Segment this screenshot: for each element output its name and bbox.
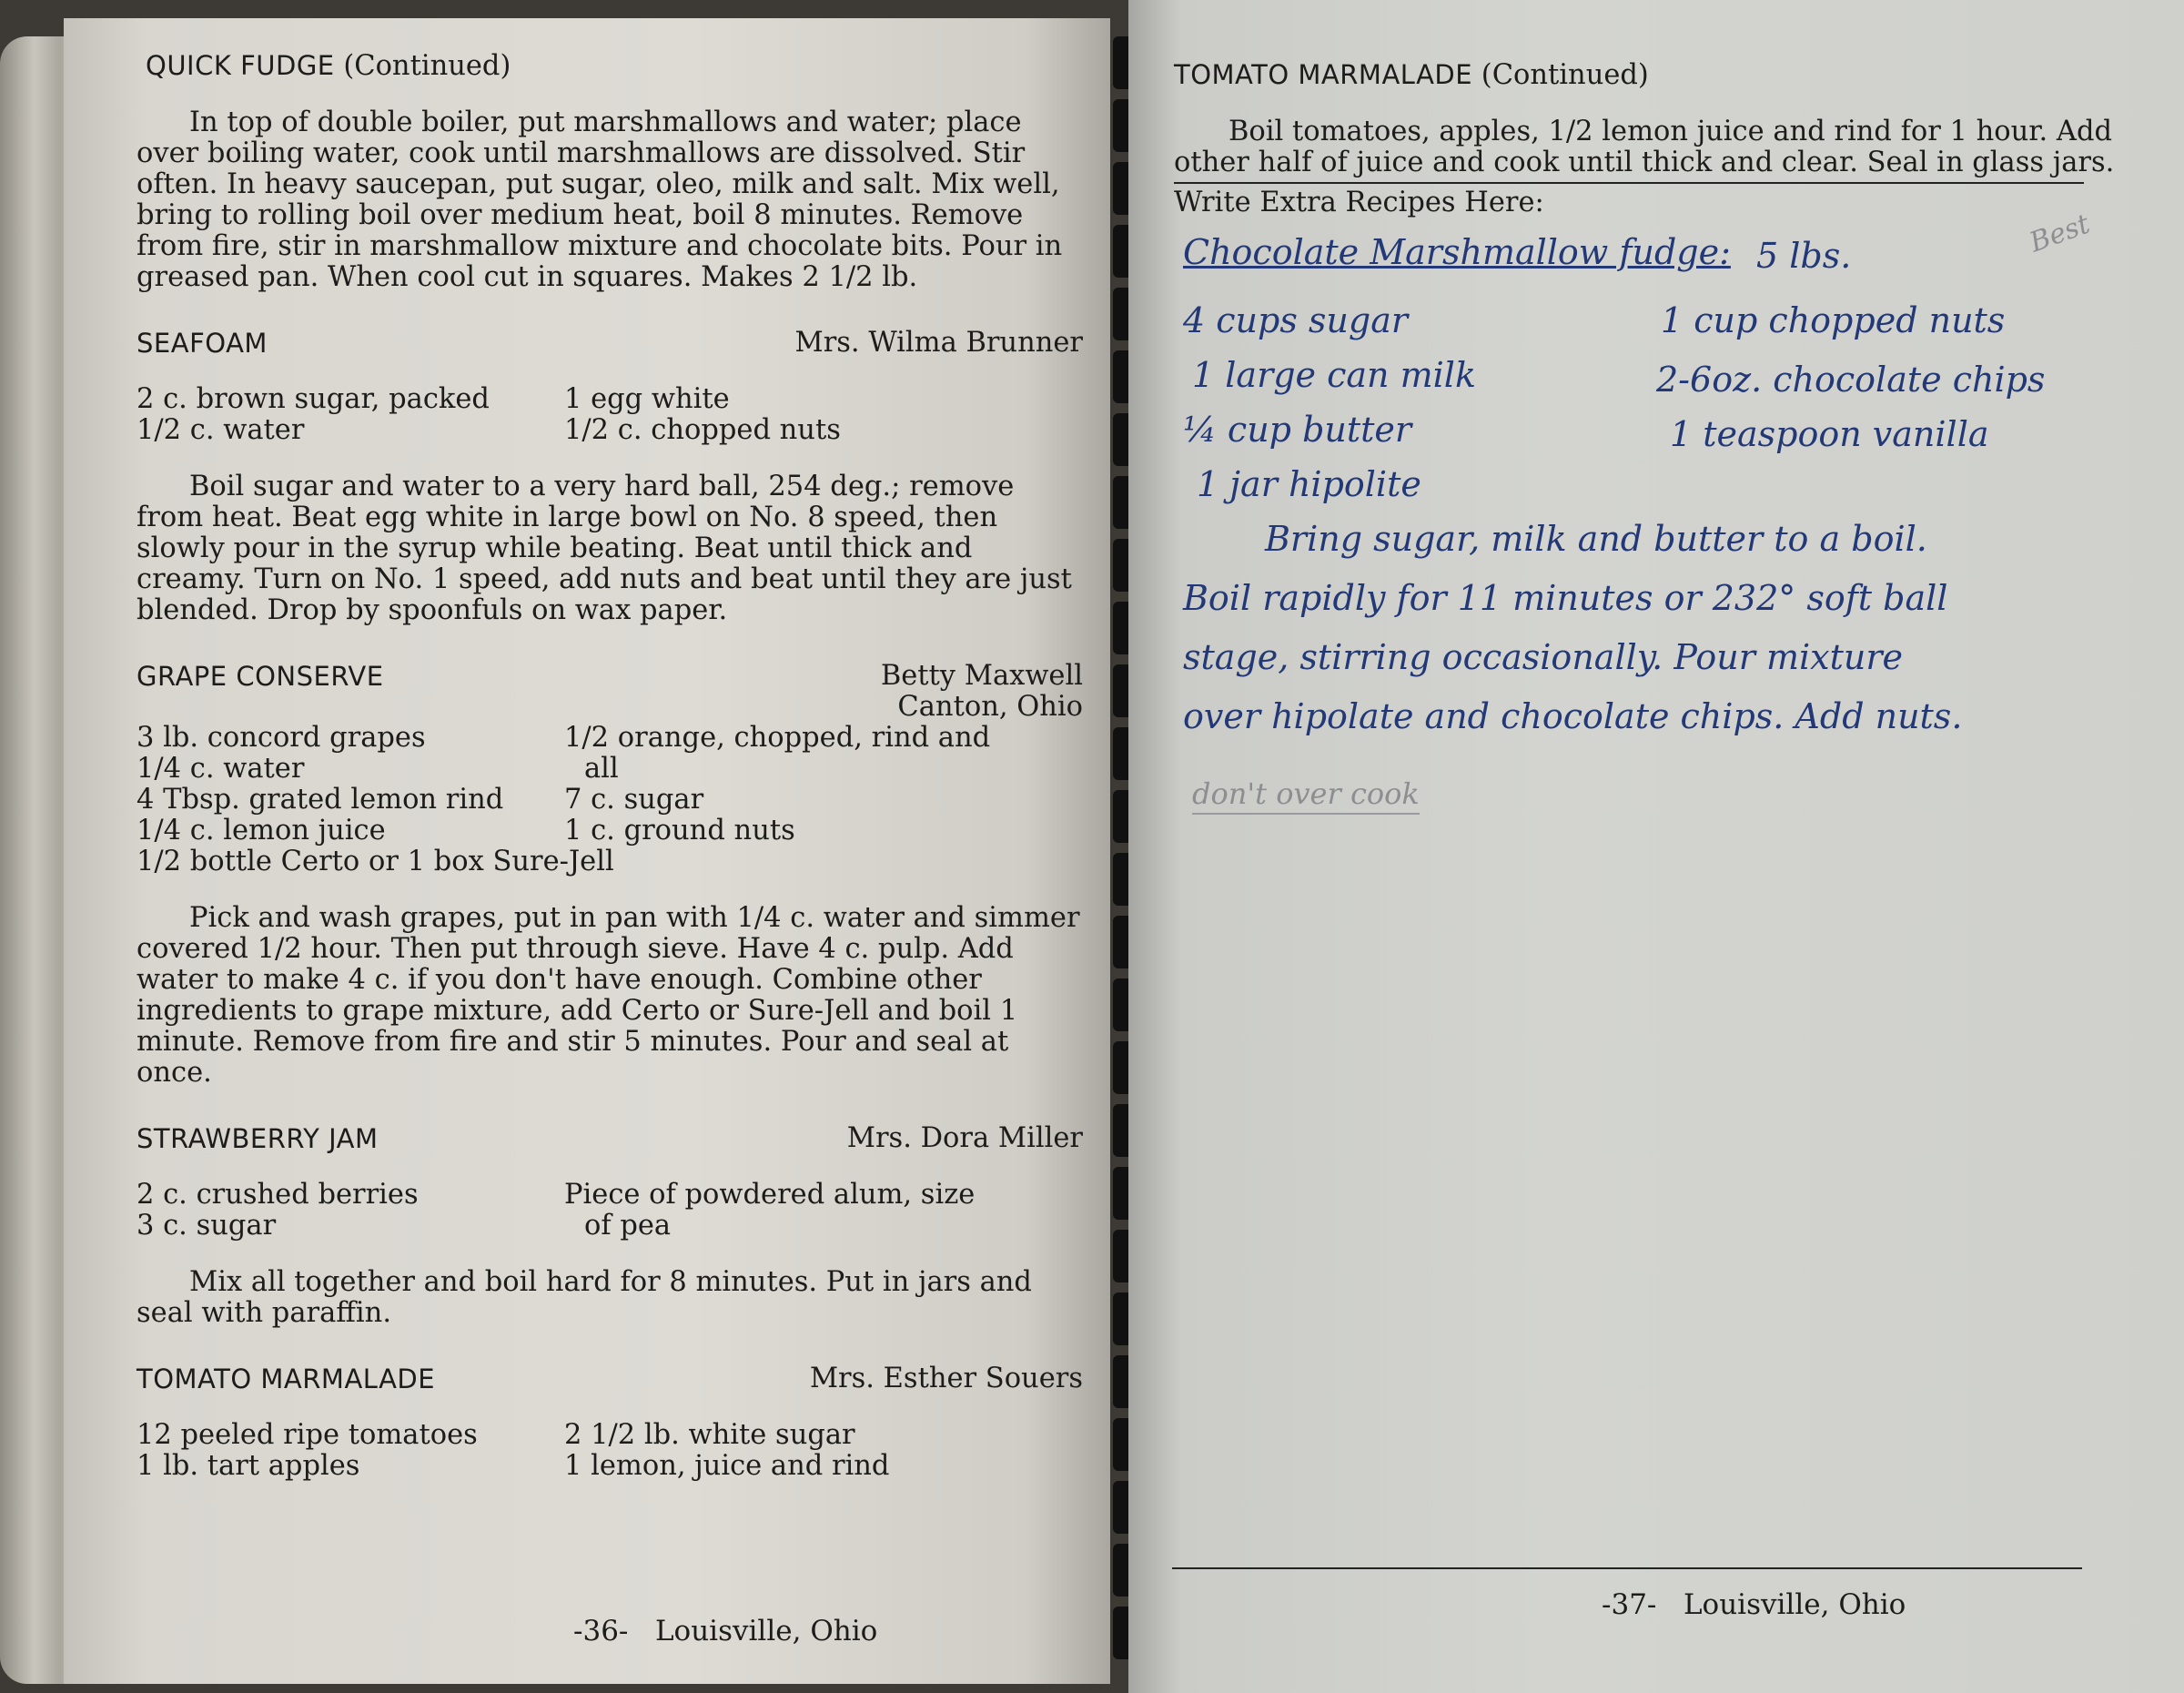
divider: [1174, 182, 2084, 184]
recipe-location: Canton, Ohio: [897, 691, 1083, 723]
handwritten-recipe: [1174, 208, 2129, 1038]
ingredient-list: [136, 723, 1083, 877]
recipe-author: Mrs. Dora Miller: [846, 1122, 1083, 1154]
ingredient-list: [136, 1180, 1083, 1242]
page-location: Louisville, Ohio: [654, 1615, 878, 1647]
recipe-author: Mrs. Wilma Brunner: [794, 327, 1083, 359]
ingredient: of pea: [584, 1210, 672, 1242]
ingredient: 1/4 c. water: [136, 753, 305, 785]
recipe-title: TOMATO MARMALADE: [136, 1364, 436, 1394]
handwritten-yield: 5 lbs.: [1756, 236, 1852, 276]
recipe-instructions: Pick and wash grapes, put in pan with 1/4 c. water and simmer covered 1/2 hour. Then put through sieve. Have 4 c. pulp. Add water to make 4 c. if you don't have enough. Combine other ingredients to grape mixture, add Certo or Sure-Jell and boil 1 minute. Remove from fire and stir 5 minutes. Pour and seal at once.: [136, 902, 1080, 1089]
recipe-author: Mrs. Esther Souers: [809, 1363, 1083, 1394]
divider: [1172, 1567, 2082, 1569]
handwritten-instruction: Bring sugar, milk and butter to a boil.: [1265, 519, 1927, 559]
ingredient: [564, 846, 1083, 877]
quick-fudge-heading: [146, 50, 1083, 82]
ingredient: 12 peeled ripe tomatoes: [136, 1419, 478, 1451]
ingredient: 1/4 c. lemon juice: [136, 815, 386, 846]
ingredient: all: [584, 753, 619, 785]
ingredient-list: [136, 384, 1083, 446]
page-footer: [1602, 1589, 1906, 1620]
continued-label: (Continued): [1481, 59, 1649, 91]
page-footer: [573, 1616, 877, 1647]
ingredient: 3 lb. concord grapes: [136, 722, 426, 754]
ingredient: 1/2 c. water: [136, 414, 305, 446]
handwritten-ingredient: 4 cups sugar: [1183, 300, 1409, 340]
handwritten-ingredient: 1 jar hipolite: [1197, 464, 1421, 504]
handwritten-instruction: stage, stirring occasionally. Pour mixture: [1183, 637, 1903, 677]
recipe-title: GRAPE CONSERVE: [136, 661, 384, 692]
extra-recipes-label: Write Extra Recipes Here:: [1174, 187, 1544, 218]
recipe-instructions: Boil sugar and water to a very hard ball, 254 deg.; remove from heat. Beat egg white in large bowl on No. 8 speed, then slowly pour in the syrup while beating. Beat until thick and creamy. Turn on No. 1 speed, add nuts and beat until they are just blended. Drop by spoonfuls on wax paper.: [136, 471, 1072, 626]
recipe-title: QUICK FUDGE: [146, 50, 335, 81]
ingredient: 2 1/2 lb. white sugar: [564, 1419, 855, 1451]
ingredient: 1 c. ground nuts: [564, 815, 795, 846]
recipe-instructions: Boil tomatoes, apples, 1/2 lemon juice and rind for 1 hour. Add other half of juice and cook until thick and clear. Seal in glass jars.: [1174, 116, 2115, 178]
handwritten-ingredient: 1 teaspoon vanilla: [1670, 414, 1989, 454]
handwritten-ingredient: ¼ cup butter: [1183, 410, 1412, 450]
continued-label: (Continued): [343, 50, 511, 82]
ingredient: 1 egg white: [564, 383, 730, 415]
ingredient: 2 c. brown sugar, packed: [136, 383, 490, 415]
recipe-header: [136, 328, 1083, 359]
handwritten-ingredient: 1 large can milk: [1192, 355, 1476, 395]
recipe-title: SEAFOAM: [136, 328, 268, 359]
handwritten-instruction: Boil rapidly for 11 minutes or 232° soft ball: [1183, 578, 1948, 618]
ingredient: 1 lb. tart apples: [136, 1450, 360, 1482]
pencil-note: Best: [2025, 208, 2095, 259]
recipe-title: TOMATO MARMALADE: [1174, 59, 1473, 90]
recipe-author: Betty Maxwell: [880, 660, 1083, 692]
page-number: -36-: [573, 1615, 629, 1647]
handwritten-ingredient: 2-6oz. chocolate chips: [1656, 360, 2046, 400]
ingredient: 1/2 bottle Certo or 1 box Sure-Jell: [136, 846, 614, 877]
recipe-header: [136, 661, 1083, 723]
handwritten-ingredient: 1 cup chopped nuts: [1661, 300, 2006, 340]
ingredient: 7 c. sugar: [564, 784, 704, 816]
recipe-attribution: [881, 661, 1083, 723]
ingredient: 1 lemon, juice and rind: [564, 1450, 890, 1482]
pencil-note: don't over cook: [1192, 778, 1420, 815]
handwritten-title: Chocolate Marshmallow fudge:: [1183, 232, 1731, 272]
page-number: -37-: [1602, 1588, 1657, 1621]
recipe-title: STRAWBERRY JAM: [136, 1123, 379, 1154]
left-page: [64, 18, 1110, 1684]
tomato-continued-heading: [1174, 59, 2129, 91]
ingredient: 1/2 orange, chopped, rind and: [564, 722, 991, 754]
page-location: Louisville, Ohio: [1683, 1588, 1906, 1621]
ingredient: Piece of powdered alum, size: [564, 1179, 976, 1211]
right-page: [1128, 0, 2184, 1693]
ingredient: 3 c. sugar: [136, 1210, 277, 1242]
recipe-header: [136, 1364, 1083, 1394]
ingredient: 1/2 c. chopped nuts: [564, 414, 841, 446]
recipe-instructions: Mix all together and boil hard for 8 minutes. Put in jars and seal with paraffin.: [136, 1266, 1032, 1329]
ingredient: 4 Tbsp. grated lemon rind: [136, 784, 504, 816]
recipe-header: [136, 1123, 1083, 1154]
handwritten-instruction: over hipolate and chocolate chips. Add nuts.: [1183, 696, 1963, 736]
recipe-instructions: In top of double boiler, put marshmallows and water; place over boiling water, cook until marshmallows are dissolved. Stir often. In heavy saucepan, put sugar, oleo, milk and salt. Mix well, bring to rolling boil over medium heat, boil 8 minutes. Remove from fire, stir in marshmallow mixture and chocolate bits. Pour in greased pan. When cool cut in squares. Makes 2 1/2 lb.: [136, 106, 1063, 293]
ingredient-list: [136, 1420, 1083, 1482]
ingredient: 2 c. crushed berries: [136, 1179, 419, 1211]
